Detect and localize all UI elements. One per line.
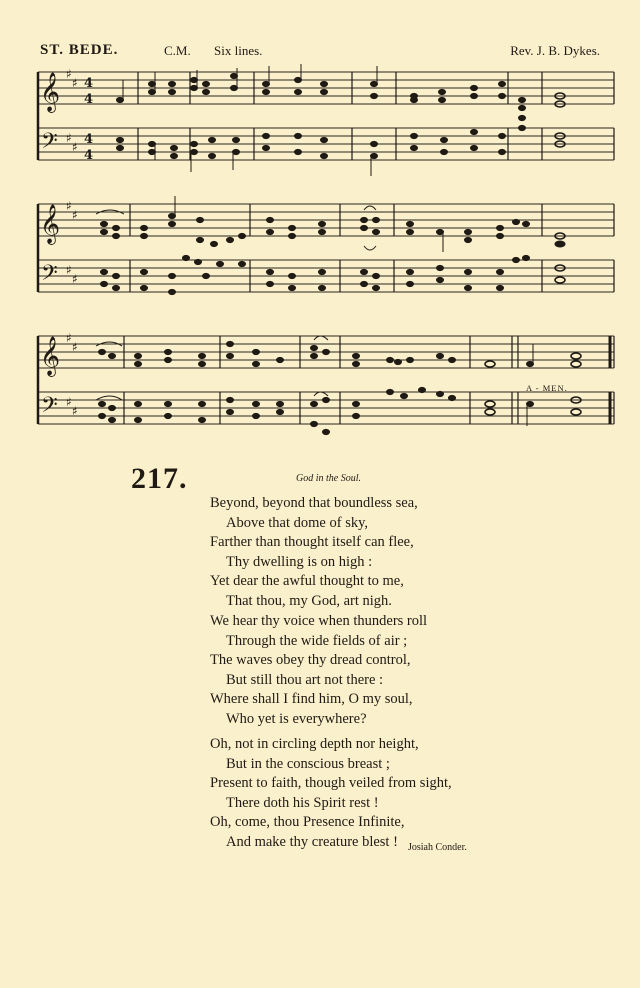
staff-lines: [38, 72, 614, 424]
ties-and-slurs: [96, 206, 376, 400]
svg-text:♯: ♯: [66, 331, 72, 345]
svg-text:♯: ♯: [66, 67, 72, 81]
meter: C.M.: [164, 43, 191, 58]
verse-line: Oh, come, thou Presence Infinite,: [210, 814, 405, 830]
stanza-2: [210, 612, 427, 729]
svg-text:4: 4: [84, 148, 94, 163]
svg-text:♯: ♯: [66, 199, 72, 213]
notes: [99, 64, 582, 435]
svg-text:𝄞: 𝄞: [40, 72, 61, 112]
svg-text:𝄞: 𝄞: [40, 204, 61, 244]
amen-text: A - MEN.: [526, 383, 568, 393]
hymn-title: God in the Soul.: [296, 473, 361, 484]
verse-line: But in the conscious breast ;: [226, 755, 390, 772]
verse-line: Who yet is everywhere?: [226, 710, 367, 727]
svg-text:♯: ♯: [66, 395, 72, 409]
svg-text:𝄢: 𝄢: [41, 129, 58, 159]
clefs-and-keys: [40, 67, 93, 423]
svg-text:♯: ♯: [72, 140, 78, 154]
svg-text:𝄢: 𝄢: [41, 393, 58, 423]
verse-line: We hear thy voice when thunders roll: [210, 613, 428, 629]
verse-line: That thou, my God, art nigh.: [226, 592, 392, 609]
composer: Rev. J. B. Dykes.: [510, 43, 600, 58]
svg-text:♯: ♯: [72, 208, 78, 222]
svg-text:♯: ♯: [66, 131, 72, 145]
svg-text:𝄞: 𝄞: [40, 336, 61, 376]
svg-text:♯: ♯: [72, 272, 78, 286]
svg-text:4: 4: [84, 76, 94, 91]
verse-line: Thy dwelling is on high :: [226, 553, 373, 570]
svg-text:♯: ♯: [72, 340, 78, 354]
svg-text:♯: ♯: [72, 76, 78, 90]
tune-name: ST. BEDE.: [40, 42, 119, 58]
svg-text:4: 4: [84, 92, 94, 107]
verse-line: Farther than thought itself can flee,: [210, 534, 414, 550]
verse-line: Beyond, beyond that boundless sea,: [210, 495, 418, 511]
bar-lines: [124, 72, 614, 424]
stanza-3: [210, 735, 452, 852]
verse-line: Yet dear the awful thought to me,: [210, 573, 404, 589]
lines-note: Six lines.: [214, 43, 263, 58]
verse-line: There doth his Spirit rest !: [226, 794, 379, 811]
svg-text:♯: ♯: [72, 404, 78, 418]
hymn-number: 217.: [131, 462, 188, 495]
svg-text:4: 4: [84, 132, 94, 147]
verse-line: Where shall I find him, O my soul,: [210, 691, 413, 707]
verse-line: And make thy creature blest !: [226, 833, 398, 850]
stanza-1: [210, 494, 418, 611]
verse-line: Present to faith, though veiled from sight,: [210, 775, 452, 791]
music-score: [30, 60, 620, 450]
verse-line: The waves obey thy dread control,: [210, 652, 411, 668]
svg-text:𝄢: 𝄢: [41, 261, 58, 291]
author-credit: Josiah Conder.: [408, 842, 467, 853]
verse-line: But still thou art not there :: [226, 671, 384, 688]
verse-line: Above that dome of sky,: [226, 514, 369, 531]
svg-text:♯: ♯: [66, 263, 72, 277]
verse-line: Oh, not in circling depth nor height,: [210, 736, 419, 752]
verse-line: Through the wide fields of air ;: [226, 632, 408, 649]
